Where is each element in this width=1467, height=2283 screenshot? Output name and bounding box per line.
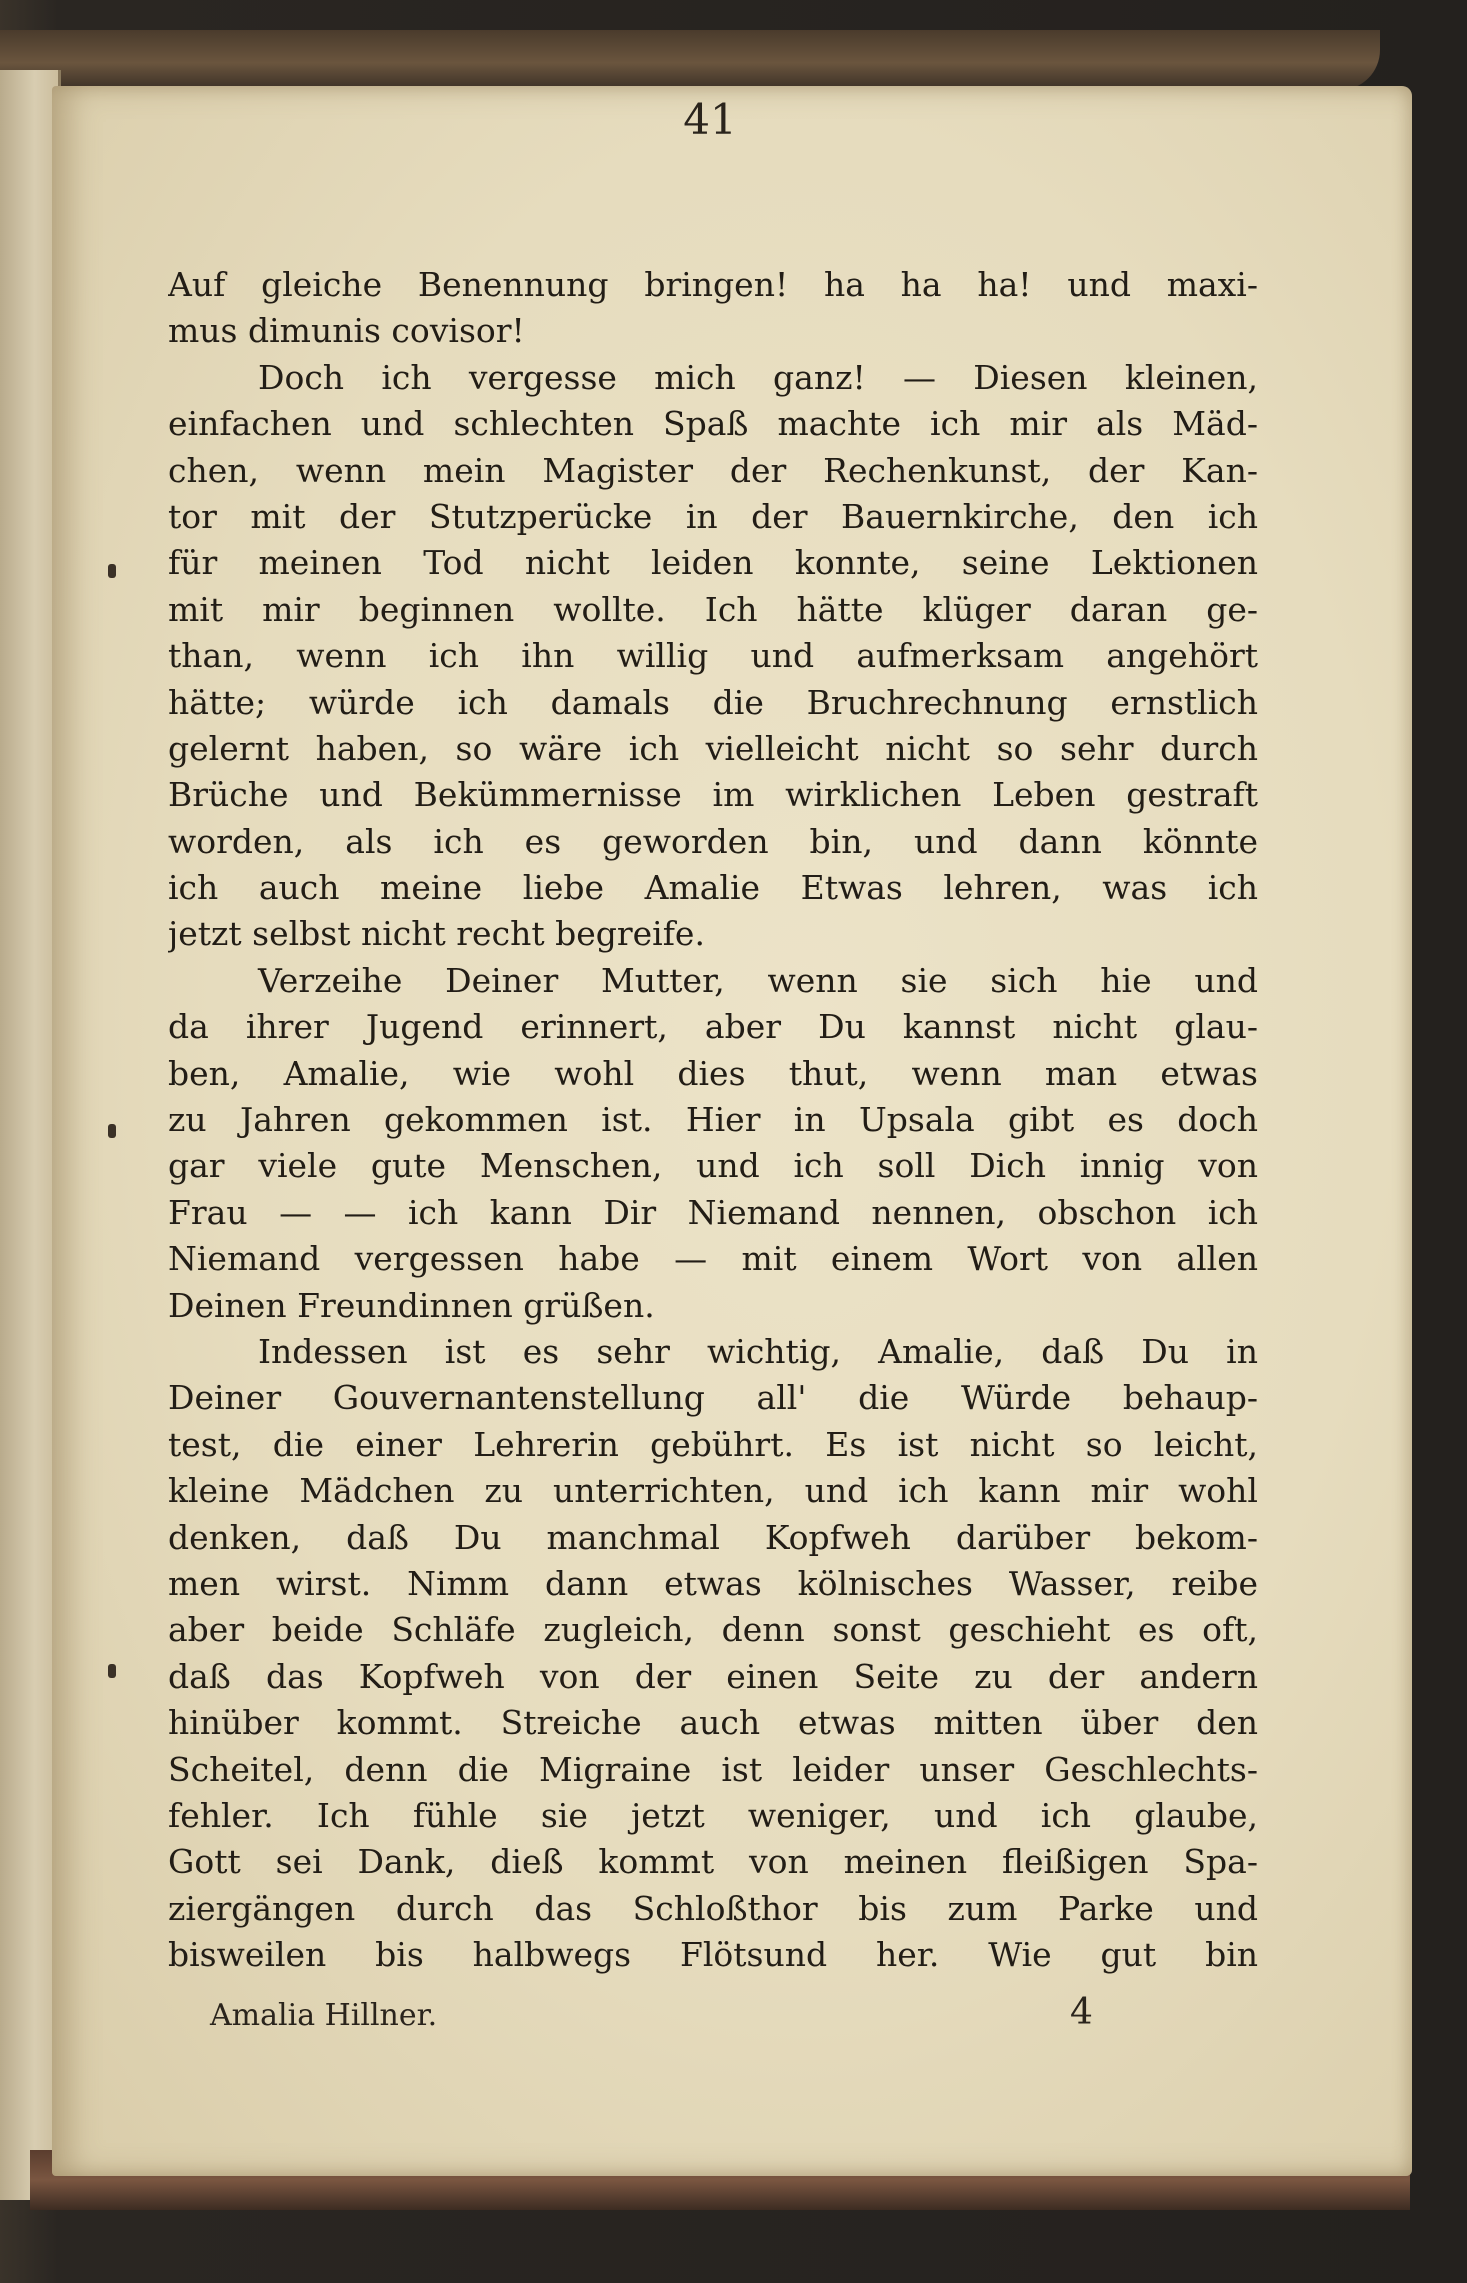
text-line: men wirst. Nimm dann etwas kölnisches Wasser, reibe <box>168 1563 1258 1603</box>
page-number: 41 <box>683 95 737 144</box>
book-top-edge <box>0 30 1380 90</box>
text-line: Deinen Freundinnen grüßen. <box>168 1285 655 1325</box>
text-line: da ihrer Jugend erinnert, aber Du kannst nicht glau- <box>168 1007 1258 1047</box>
text-line: zu Jahren gekommen ist. Hier in Upsala gibt es doch <box>168 1100 1258 1140</box>
text-line: mit mir beginnen wollte. Ich hätte klüger daran ge- <box>168 589 1258 629</box>
text-line: einfachen und schlechten Spaß machte ich mir als Mäd- <box>168 404 1258 444</box>
footer-signature: Amalia Hillner. <box>210 1998 438 2033</box>
text-line: tor mit der Stutzperücke in der Bauernkirche, den ich <box>168 496 1258 536</box>
sheet-signature: 4 <box>1070 1992 1093 2033</box>
text-line: Indessen ist es sehr wichtig, Amalie, daß Du in <box>258 1331 1258 1371</box>
text-line: than, wenn ich ihn willig und aufmerksam angehört <box>168 636 1258 676</box>
text-line: worden, als ich es geworden bin, und dann könnte <box>168 821 1258 861</box>
text-line: Verzeihe Deiner Mutter, wenn sie sich hie und <box>258 960 1258 1000</box>
text-line: mus dimunis covisor! <box>168 311 525 351</box>
text-line: ich auch meine liebe Amalie Etwas lehren, was ich <box>168 868 1258 908</box>
text-line: chen, wenn mein Magister der Rechenkunst, der Kan- <box>168 450 1258 490</box>
text-line: Deiner Gouvernantenstellung all' die Würde behaup- <box>168 1378 1258 1418</box>
text-line: jetzt selbst nicht recht begreife. <box>168 914 705 954</box>
text-line: kleine Mädchen zu unterrichten, und ich kann mir wohl <box>168 1471 1258 1511</box>
text-line: ben, Amalie, wie wohl dies thut, wenn man etwas <box>168 1053 1258 1093</box>
text-line: Gott sei Dank, dieß kommt von meinen fleißigen Spa- <box>168 1842 1258 1882</box>
text-line: test, die einer Lehrerin gebührt. Es ist nicht so leicht, <box>168 1424 1258 1464</box>
margin-mark <box>108 1124 116 1138</box>
text-line: Frau — — ich kann Dir Niemand nennen, obschon ich <box>168 1192 1258 1232</box>
text-line: für meinen Tod nicht leiden konnte, seine Lektionen <box>168 543 1258 583</box>
text-line: fehler. Ich fühle sie jetzt weniger, und ich glaube, <box>168 1795 1258 1835</box>
margin-mark <box>108 1664 116 1678</box>
margin-mark <box>108 564 116 578</box>
text-line: Scheitel, denn die Migraine ist leider unser Geschlechts- <box>168 1749 1258 1789</box>
text-line: Auf gleiche Benennung bringen! ha ha ha! und maxi- <box>168 265 1258 304</box>
text-line: Niemand vergessen habe — mit einem Wort von allen <box>168 1239 1258 1279</box>
text-line: gar viele gute Menschen, und ich soll Dich innig von <box>168 1146 1258 1186</box>
body-text <box>168 262 1258 1978</box>
text-line: bisweilen bis halbwegs Flötsund her. Wie gut bin <box>168 1935 1258 1975</box>
text-line: denken, daß Du manchmal Kopfweh darüber bekom- <box>168 1517 1258 1557</box>
text-line: ziergängen durch das Schloßthor bis zum Parke und <box>168 1888 1258 1928</box>
page-footer <box>210 1992 1110 2038</box>
text-line: hinüber kommt. Streiche auch etwas mitten über den <box>168 1703 1258 1743</box>
text-line: daß das Kopfweh von der einen Seite zu der andern <box>168 1656 1258 1696</box>
text-line: aber beide Schläfe zugleich, denn sonst geschieht es oft, <box>168 1610 1258 1650</box>
text-line: gelernt haben, so wäre ich vielleicht nicht so sehr durch <box>168 728 1258 768</box>
text-line: Doch ich vergesse mich ganz! — Diesen kleinen, <box>258 357 1258 397</box>
text-line: Brüche und Bekümmernisse im wirklichen Leben gestraft <box>168 775 1258 815</box>
text-line: hätte; würde ich damals die Bruchrechnung ernstlich <box>168 682 1258 722</box>
